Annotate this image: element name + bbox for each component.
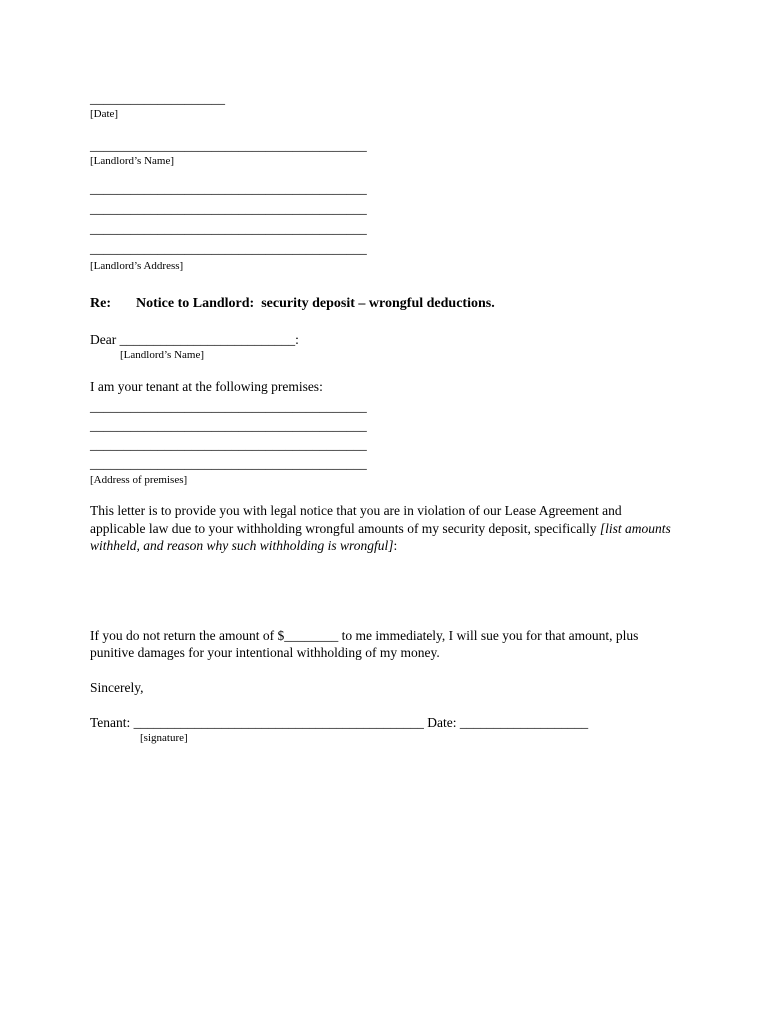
subject-line — [90, 295, 680, 312]
violation-text: This letter is to provide you with legal notice that you are in violation of our Lease Agreement and applicable law due to your withholding wrongful amounts of my security deposit, specifically — [90, 503, 622, 536]
premises-intro-text: I am your tenant at the following premises: — [90, 379, 323, 394]
landlord-address-blank-line: _________________________________________ — [90, 201, 367, 216]
landlord-name-label: [Landlord’s Name] — [90, 155, 174, 167]
landlord-address-blank-line: _________________________________________ — [90, 221, 367, 236]
premises-address-blank-line: _________________________________________ — [90, 418, 367, 433]
premises-address-blank-line: _________________________________________ — [90, 399, 367, 414]
violation-paragraph — [90, 502, 680, 555]
premises-address-blank-line: _________________________________________ — [90, 456, 367, 471]
tenant-signature-blank: ___________________________________________ — [133, 714, 424, 730]
violation-italic-instruction: [list amounts withheld, and reason why such withholding is wrongful] — [90, 520, 671, 553]
landlord-name-blank-line: _________________________________________ — [90, 138, 367, 153]
landlord-address-label: [Landlord’s Address] — [90, 260, 184, 272]
re-label: Re: — [90, 296, 111, 311]
demand-paragraph: If you do not return the amount of $________ to me immediately, I will sue you for that amount, plus punitive damages for your intentional withholding of my money. — [90, 627, 639, 660]
subject-text: Notice to Landlord: security deposit – wrongful deductions. — [136, 296, 495, 311]
closing-text: Sincerely, — [90, 679, 144, 695]
date-sign-label: Date: — [427, 714, 457, 730]
premises-address-blank-line: _________________________________________ — [90, 437, 367, 452]
signature-label: [signature] — [140, 731, 188, 744]
landlord-address-blank-line: _________________________________________ — [90, 181, 367, 196]
tenant-label: Tenant: — [90, 714, 131, 730]
landlord-address-blank-group — [90, 179, 680, 259]
date-blank-line: ____________________ — [90, 91, 225, 106]
premises-address-label: [Address of premises] — [90, 474, 188, 486]
date-label: [Date] — [90, 108, 119, 120]
premises-address-blank-group — [90, 397, 680, 473]
date-sign-blank: ___________________ — [459, 714, 589, 730]
landlord-address-blank-line: _________________________________________ — [90, 241, 367, 256]
salutation-line: Dear __________________________: — [90, 332, 299, 347]
violation-colon: : — [393, 538, 398, 553]
salutation-sub-label: [Landlord’s Name] — [120, 349, 204, 361]
signature-line — [90, 714, 680, 731]
